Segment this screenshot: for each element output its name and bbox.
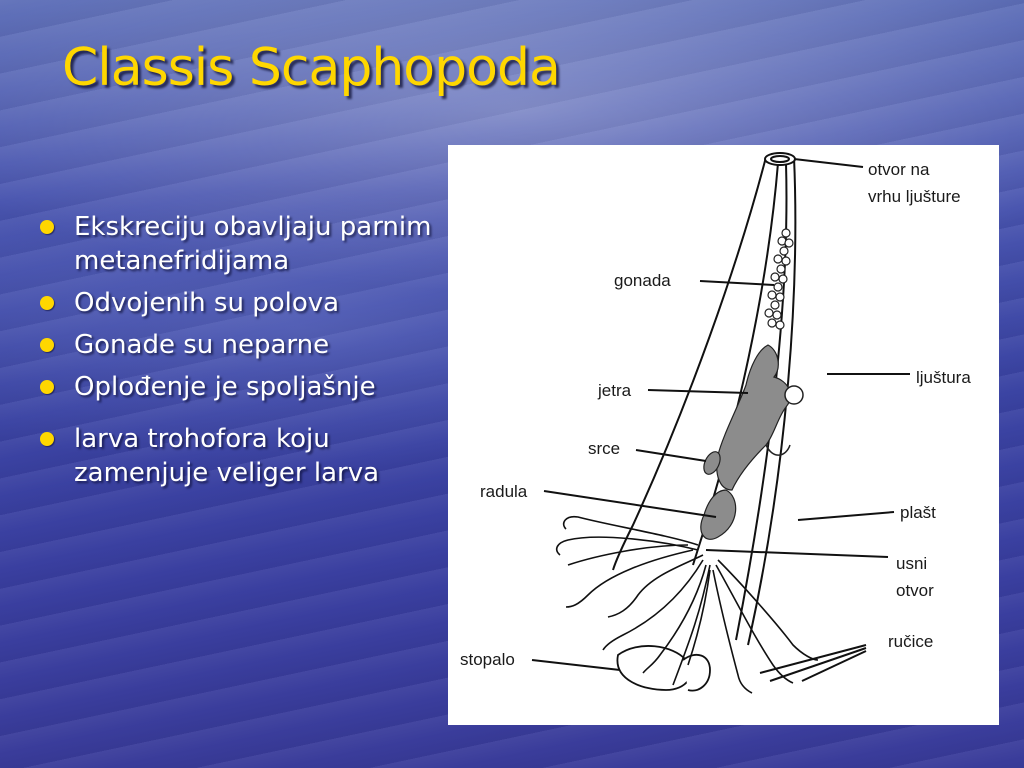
label-plast: plašt xyxy=(900,503,936,522)
label-jetra: jetra xyxy=(598,381,632,400)
bullet-dot-icon xyxy=(40,296,54,310)
bullet-dot-icon xyxy=(40,380,54,394)
label-gonada: gonada xyxy=(614,271,671,290)
label-radula: radula xyxy=(480,482,528,501)
anatomy-drawing xyxy=(448,145,999,725)
intestine xyxy=(766,445,790,455)
slide-title: Classis Scaphopoda xyxy=(62,38,560,98)
label-rucice: ručice xyxy=(888,632,934,651)
bullet-item: Ekskreciju obavljaju parnim metanefridijama xyxy=(36,210,436,278)
bullet-dot-icon xyxy=(40,220,54,234)
foot-lobe xyxy=(683,655,710,691)
label-otvor-na: otvor na xyxy=(868,160,930,179)
bullet-dot-icon xyxy=(40,432,54,446)
nephridium xyxy=(785,386,803,404)
label-stopalo: stopalo xyxy=(460,650,515,669)
bullet-item: Gonade su neparne xyxy=(36,328,436,362)
label-ljustura: ljuštura xyxy=(916,368,971,387)
bullet-item: Odvojenih su polova xyxy=(36,286,436,320)
label-otvor: otvor xyxy=(896,581,934,600)
label-vrhu-ljusture: vrhu ljušture xyxy=(868,187,961,206)
label-usni: usni xyxy=(896,554,928,573)
bullet-item: Oplođenje je spoljašnje xyxy=(36,370,436,404)
leader-lines xyxy=(532,159,910,681)
bullet-list xyxy=(36,210,436,498)
label-srce: srce xyxy=(588,439,621,458)
bullet-dot-icon xyxy=(40,338,54,352)
bullet-item: larva trohofora koju zamenjuje veliger larva xyxy=(36,422,436,490)
scaphopod-anatomy-diagram xyxy=(448,145,999,725)
